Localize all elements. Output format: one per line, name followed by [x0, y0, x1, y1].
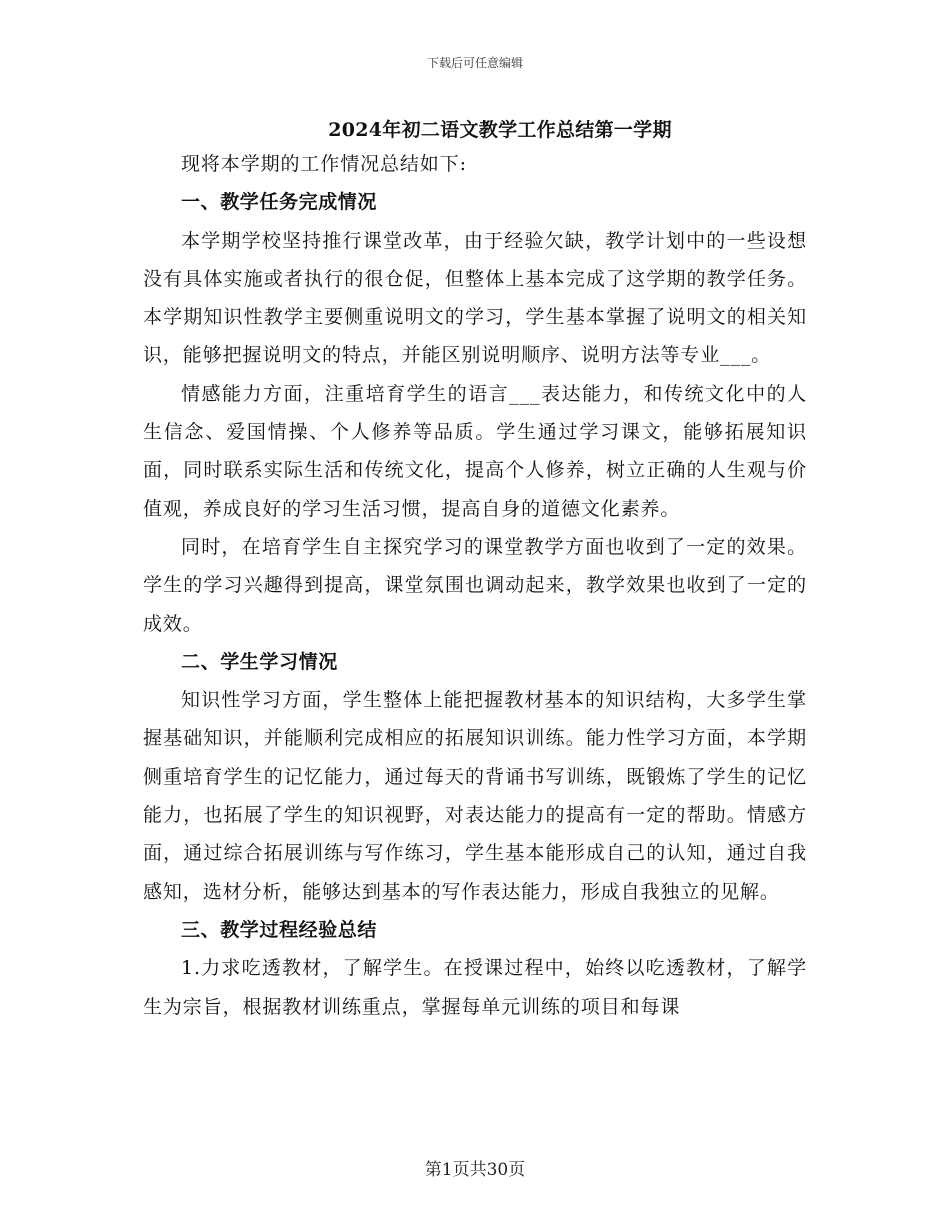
section-heading-3: 三、教学过程经验总结	[181, 918, 378, 941]
document-body	[143, 145, 807, 1026]
body-paragraph: 本学期学校坚持推行课堂改革，由于经验欠缺，教学计划中的一些设想没有具体实施或者执行的很仓促，但整体上基本完成了这学期的教学任务。本学期知识性教学主要侧重说明文的学习，学生基本掌握了说明文的相关知识，能够把握说明文的特点，并能区别说明顺序、说明方法等专业___。	[143, 229, 807, 367]
header-note: 下载后可任意编辑	[426, 56, 523, 70]
section-heading-2: 二、学生学习情况	[181, 650, 338, 673]
section-heading-1: 一、教学任务完成情况	[181, 191, 378, 214]
page-footer: 第1页共30页	[424, 1160, 526, 1180]
body-paragraph: 1.力求吃透教材，了解学生。在授课过程中，始终以吃透教材，了解学生为宗旨，根据教材训练重点，掌握每单元训练的项目和每课	[143, 957, 807, 1018]
body-paragraph: 知识性学习方面，学生整体上能把握教材基本的知识结构，大多学生掌握基础知识，并能顺利完成相应的拓展知识训练。能力性学习方面，本学期侧重培育学生的记忆能力，通过每天的背诵书写训练，既锻炼了学生的记忆能力，也拓展了学生的知识视野，对表达能力的提高有一定的帮助。情感方面，通过综合拓展训练与写作练习，学生基本能形成自己的认知，通过自我感知，选材分析，能够达到基本的写作表达能力，形成自我独立的见解。	[143, 689, 807, 903]
body-paragraph: 情感能力方面，注重培育学生的语言___表达能力，和传统文化中的人生信念、爱国情操、个人修养等品质。学生通过学习课文，能够拓展知识面，同时联系实际生活和传统文化，提高个人修养，树立正确的人生观与价值观，养成良好的学习生活习惯，提高自身的道德文化素养。	[143, 382, 807, 520]
document-title: 2024年初二语文教学工作总结第一学期	[328, 119, 672, 141]
intro-paragraph: 现将本学期的工作情况总结如下:	[181, 153, 467, 175]
body-paragraph: 同时，在培育学生自主探究学习的课堂教学方面也收到了一定的效果。学生的学习兴趣得到提高，课堂氛围也调动起来，教学效果也收到了一定的成效。	[143, 535, 807, 635]
